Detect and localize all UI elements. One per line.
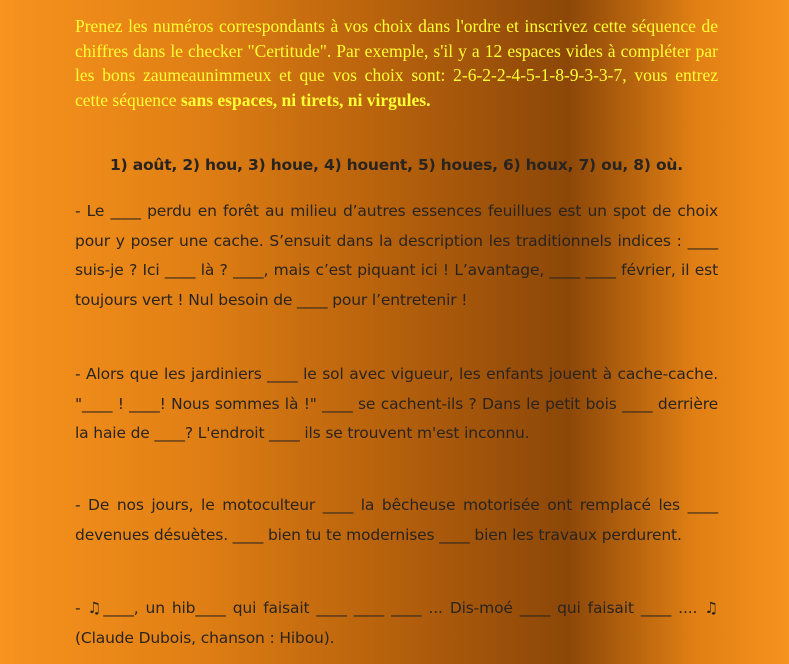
instructions-text: Prenez les numéros correspondants à vos choix dans l'ordre et inscrivez cette séquence de chiffres dans le checker "Certitude". Par exemple, s'il y a 12 espaces vides à compléter par les bons zaumeaunimmeux et que vos choix sont: 2-6-2-2-4-5-1-8-9-3-3-7, vous entrez cette séquence: [75, 16, 718, 110]
exercise-paragraph-3: - De nos jours, le motoculteur ____ la bêcheuse motorisée ont remplacé les ____ devenues désuètes. ____ bien tu te modernises ____ bien les travaux perdurent.: [75, 496, 718, 544]
exercise-paragraph-1: - Le ____ perdu en forêt au milieu d’autres essences feuillues est un spot de choix pour y poser une cache. S’ensuit dans la description les traditionnels indices : ____ suis-je ? Ici ____ là ? ____, mais c’est piquant ici ! L’avantage, ____ ____ février, il est toujours vert ! Nul besoin de ____ pour l’entretenir !: [75, 202, 718, 309]
exercise-paragraph-2: - Alors que les jardiniers ____ le sol avec vigueur, les enfants jouent à cache-cache. "____ ! ____! Nous sommes là !" ____ se cachent-ils ? Dans le petit bois ____ derrière la haie de ____? L'endroit ____ ils se trouvent m'est inconnu.: [75, 365, 718, 442]
instructions-emphasis: sans espaces, ni tirets, ni virgules.: [180, 89, 431, 110]
exercise-paragraph-4: - ♫____, un hib____ qui faisait ____ ____ ____ ... Dis-moé ____ qui faisait ____ .... ♫ (Claude Dubois, chanson : Hibou).: [75, 599, 718, 647]
instructions: [75, 14, 718, 112]
answer-choices: 1) août, 2) hou, 3) houe, 4) houent, 5) houes, 6) houx, 7) ou, 8) où.: [110, 156, 683, 174]
